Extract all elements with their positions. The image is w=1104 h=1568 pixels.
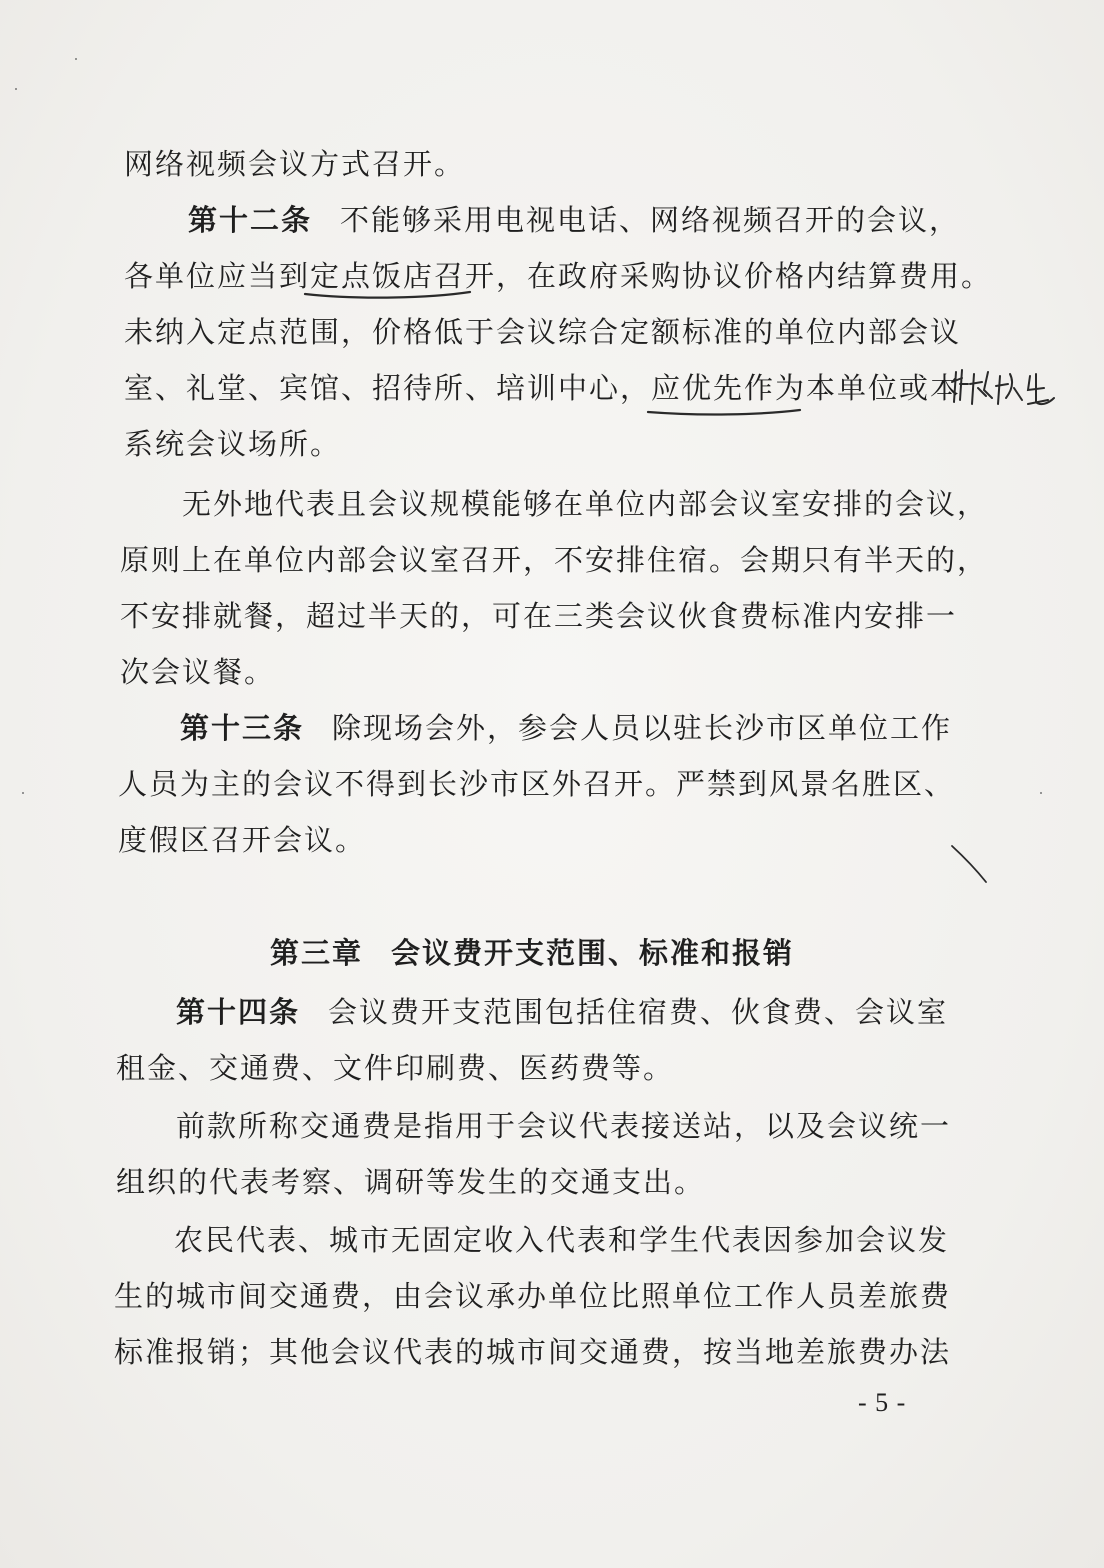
page-number: - 5 - [858, 1388, 907, 1417]
text-line: 前款所称交通费是指用于会议代表接送站，以及会议统一 [176, 1109, 952, 1143]
text-line: 室、礼堂、宾馆、招待所、培训中心，应优先作为本单位或本 [124, 371, 962, 405]
text-line: 组织的代表考察、调研等发生的交通支出。 [116, 1165, 706, 1199]
scan-speck [15, 88, 17, 90]
text-line: 第十四条 会议费开支范围包括住宿费、伙食费、会议室 [176, 995, 949, 1029]
handwritten-stroke [952, 846, 986, 882]
text-line: 人员为主的会议不得到长沙市区外召开。严禁到风景名胜区、 [118, 767, 956, 801]
article-number: 第十三条 [180, 711, 305, 745]
text-line: 第十三条 除现场会外，参会人员以驻长沙市区单位工作 [180, 711, 953, 745]
text-line: 不安排就餐，超过半天的，可在三类会议伙食费标准内安排一 [120, 599, 958, 633]
text-line: 未纳入定点范围，价格低于会议综合定额标准的单位内部会议 [124, 315, 962, 349]
text-line: 系统会议场所。 [124, 427, 342, 461]
chapter-number: 第三章 [270, 936, 364, 970]
handwritten-underline [648, 410, 800, 414]
text-line: 标准报销；其他会议代表的城市间交通费，按当地差旅费办法 [114, 1335, 952, 1369]
article-number: 第十二条 [188, 203, 313, 237]
text-line: 各单位应当到定点饭店召开，在政府采购协议价格内结算费用。 [124, 259, 993, 293]
scan-speck [1040, 792, 1042, 794]
scan-speck [75, 58, 77, 60]
text-line: 次会议餐。 [120, 655, 276, 689]
chapter-title: 会议费开支范围、标准和报销 [391, 936, 795, 970]
text-line: 农民代表、城市无固定收入代表和学生代表因参加会议发 [174, 1223, 950, 1257]
text-line: 租金、交通费、文件印刷费、医药费等。 [116, 1051, 675, 1085]
text-line: 原则上在单位内部会议室召开，不安排住宿。会期只有半天的， [120, 543, 989, 577]
handwritten-annotation [948, 360, 1068, 420]
scan-speck [22, 792, 24, 794]
text-line: 网络视频会议方式召开。 [124, 147, 466, 181]
text-line: 无外地代表且会议规模能够在单位内部会议室安排的会议， [182, 487, 989, 521]
text-line: 度假区召开会议。 [118, 823, 367, 857]
text-line: 第十二条 不能够采用电视电话、网络视频召开的会议， [188, 203, 961, 237]
text-line: 生的城市间交通费，由会议承办单位比照单位工作人员差旅费 [114, 1279, 952, 1313]
chapter-heading [270, 933, 794, 973]
article-number: 第十四条 [176, 995, 301, 1029]
